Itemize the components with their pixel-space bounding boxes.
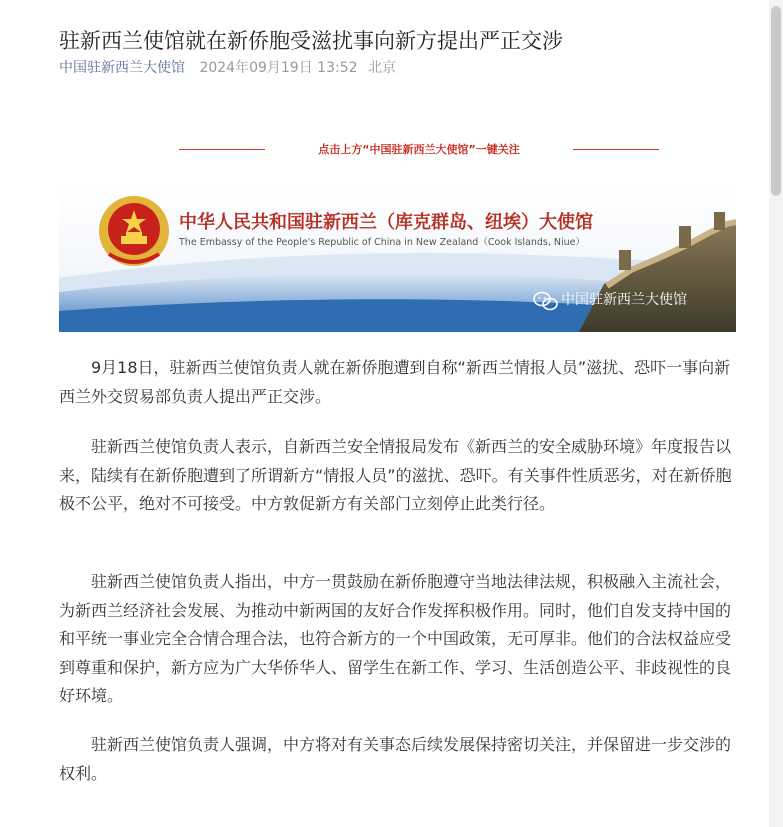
embassy-banner-subtitle: The Embassy of the People's Republic of China in New Zealand（Cook Islands, Niue）	[179, 237, 585, 248]
follow-divider-right	[573, 149, 659, 150]
article-paragraph-1: 9月18日，驻新西兰使馆负责人就在新侨胞遭到自称“新西兰情报人员”滋扰、恐吓一事向新西兰外交贸易部负责人提出严正交涉。	[59, 358, 731, 406]
article-paragraph-4: 驻新西兰使馆负责人强调，中方将对有关事态后续发展保持密切关注，并保留进一步交涉的权利。	[59, 735, 732, 783]
article-paragraph-3: 驻新西兰使馆负责人指出，中方一贯鼓励在新侨胞遵守当地法律法规，积极融入主流社会，为新西兰经济社会发展、为推动中新两国的友好合作发挥积极作用。同时，他们自发支持中国的和平统一事业完全合情合理合法，也符合新方的一个中国政策，无可厚非。他们的合法权益应受到尊重和保护，新方应为广大华侨华人、留学生在新工作、学习、生活创造公平、非歧视性的良好环境。	[59, 572, 732, 705]
article-paragraph-2: 驻新西兰使馆负责人表示，自新西兰安全情报局发布《新西兰的安全威胁环境》年度报告以来，陆续有在新侨胞遭到了所谓新方“情报人员”的滋扰、恐吓。有关事件性质恶劣，对在新侨胞极不公平，绝对不可接受。中方敦促新方有关部门立刻停止此类行径。	[59, 437, 732, 513]
vertical-scrollbar[interactable]	[769, 0, 783, 827]
article-title: 驻新西兰使馆就在新侨胞受滋扰事向新方提出严正交涉	[59, 29, 563, 54]
publish-date: 2024年09月19日 13:52	[199, 60, 358, 76]
wechat-icon	[533, 291, 559, 311]
publish-location: 北京	[367, 60, 396, 76]
national-emblem-icon	[97, 194, 171, 268]
embassy-banner-image	[59, 186, 736, 332]
account-name-link[interactable]: 中国驻新西兰大使馆	[59, 60, 185, 76]
follow-banner	[179, 140, 659, 160]
embassy-banner-title: 中华人民共和国驻新西兰（库克群岛、纽埃）大使馆	[179, 212, 593, 233]
banner-account-label	[533, 289, 687, 309]
scrollbar-thumb[interactable]	[771, 6, 781, 196]
banner-account-text: 中国驻新西兰大使馆	[561, 292, 687, 308]
article-meta	[59, 57, 396, 77]
follow-banner-text: 点击上方“中国驻新西兰大使馆”一键关注	[318, 143, 520, 156]
